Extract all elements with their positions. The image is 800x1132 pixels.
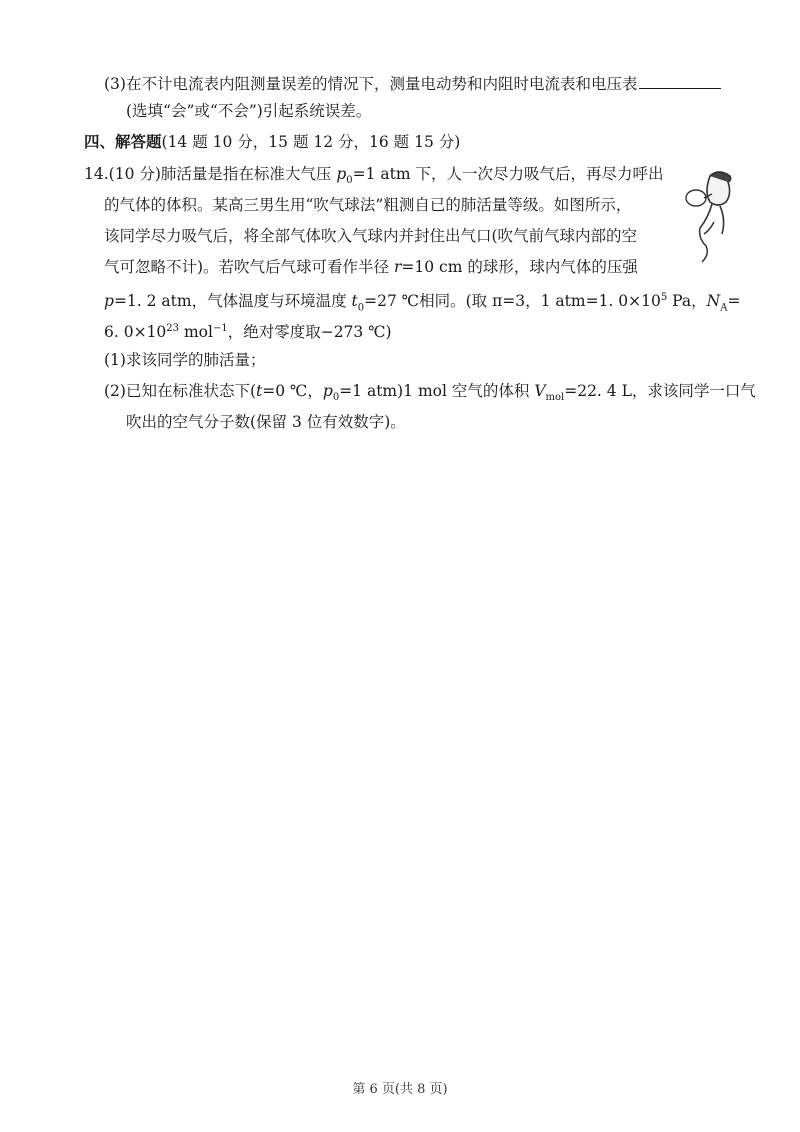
student-arm: [700, 222, 714, 262]
superscript: −1: [212, 323, 228, 334]
q13-part3-text: (3)在不计电流表内阻测量误差的情况下，测量电动势和内阻时电流表和电压表: [104, 75, 638, 93]
section-heading: [84, 131, 460, 153]
q14-line3: [104, 225, 637, 247]
q14-text: =1 atm 下，人一次尽力吸气后，再尽力呼出: [352, 165, 664, 183]
q14-text: (2)已知在标准状态下(: [104, 382, 257, 400]
q14-text: =0 ℃，: [262, 382, 323, 400]
q14-text: =22. 4 L，求该同学一口气: [564, 382, 756, 400]
symbol-t: t: [256, 382, 263, 400]
subscript: A: [720, 302, 728, 314]
q14-text: 的气体的体积。某高三男生用“吹气球法”粗测自已的肺活量等级。如图所示，: [104, 196, 632, 214]
q14-line4: [104, 256, 638, 278]
q14-subquestion-1: (1)求该同学的肺活量；: [104, 351, 266, 369]
q14-text: mol: [179, 323, 213, 342]
question-number: 14.: [84, 165, 109, 183]
q14-text: 6. 0×10: [104, 323, 167, 342]
subscript: 0: [346, 175, 353, 187]
superscript: 23: [166, 323, 180, 334]
balloon-student-figure: [670, 168, 748, 264]
symbol-r: r: [393, 258, 402, 276]
q14-line6: [104, 318, 392, 343]
q14-text: =: [727, 292, 741, 311]
symbol-p0: p: [336, 165, 347, 183]
section-points: (14 题 10 分，15 题 12 分，16 题 15 分): [161, 133, 461, 151]
subscript: 0: [357, 302, 365, 314]
subscript: mol: [545, 392, 565, 404]
page-footer: 第 6 页(共 8 页): [352, 1082, 448, 1097]
symbol-p0: p: [322, 382, 333, 400]
symbol-t0: t: [351, 292, 358, 311]
question-score: (10 分): [108, 165, 161, 183]
section-title: 四、解答题: [84, 132, 162, 151]
symbol-NA: N: [706, 292, 721, 311]
subscript: 0: [332, 392, 340, 404]
symbol-p: p: [104, 292, 114, 311]
superscript: 5: [660, 292, 668, 303]
q13-part3-text2: (选填“会”或“不会”)引起系统误差。: [126, 102, 372, 120]
q14-line5: [104, 287, 740, 319]
q14-text: 该同学尽力吸气后，将全部气体吹入气球内并封住出气口(吹气前气球内部的空: [104, 227, 638, 245]
answer-blank[interactable]: [639, 72, 721, 89]
q14-text: 吹出的空气分子数(保留 3 位有效数字)。: [126, 413, 406, 431]
q14-sub2-line2: [126, 411, 406, 433]
q14-sub1: [104, 349, 265, 371]
q14-text: =10 cm 的球形，球内气体的压强: [401, 258, 638, 276]
q14-text: =1 atm)1 mol 空气的体积: [339, 382, 535, 400]
q14-line2: [104, 194, 631, 216]
q13-part3-line2: [126, 100, 371, 122]
q14-text: =27 ℃相同。(取 π=3，1 atm=1. 0×10: [364, 292, 661, 311]
q14-text: 气可忽略不计)。若吹气后气球可看作半径: [104, 258, 394, 276]
symbol-V: V: [534, 382, 546, 400]
q14-text: Pa，: [667, 292, 707, 311]
q14-line1: [84, 163, 664, 192]
q13-part3-line1: [104, 72, 721, 95]
q14-sub2-line1: [104, 380, 756, 409]
q14-text: 肺活量是指在标准大气压: [160, 165, 337, 183]
q14-text: =1. 2 atm，气体温度与环境温度: [113, 292, 352, 311]
q14-text: ，绝对零度取−273 ℃): [227, 323, 392, 342]
